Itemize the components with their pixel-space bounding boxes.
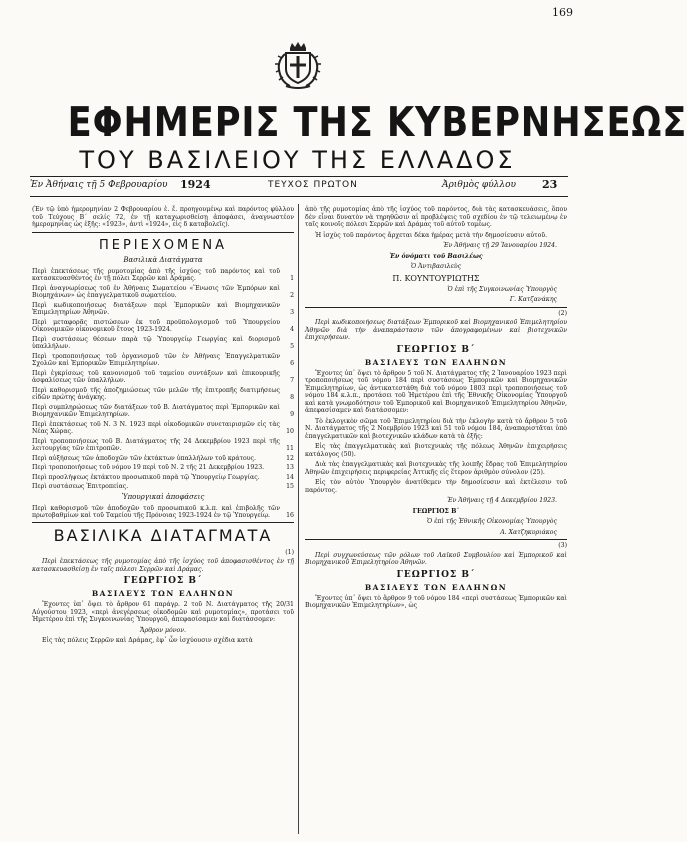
contents-item-page: 4	[290, 326, 294, 333]
contents-item-text: Περὶ τροποποιήσεως τοῦ ὀργανισμοῦ τῶν ἐν Ἀθήναις Ἐπαγγελματικῶν Σχολῶν καὶ Ἐμπορικῶν Ἐπιμελητηρίων.	[32, 352, 280, 367]
issue-part: ΤΕΥΧΟΣ ΠΡΩΤΟΝ	[268, 180, 358, 190]
contents-item-page: 14	[286, 473, 294, 481]
in-name-of-king: Ἐν ὀνόματι τοῦ Βασιλέως	[389, 252, 483, 260]
sheet-label: Ἀριθμὸς φύλλου	[442, 180, 516, 190]
contents-item-page: 5	[290, 343, 294, 350]
decree-title: Περὶ συγχωνεύσεως τῶν ρόλων τοῦ Λαϊκοῦ Συμβουλίου καὶ Ἐμπορικοῦ καὶ Βιομηχανικοῦ Ἐπιμελητηρίου Ἀθηνῶν.	[305, 551, 567, 566]
contents-item-page: 9	[290, 411, 294, 418]
contents-item-text: Περὶ καθορισμοῦ τῆς ἀποζημιώσεως τῶν μελῶν τῆς ἐπιτροπῆς διατιμήσεως εἰδῶν πρώτης ἀνάγκης.	[32, 386, 280, 401]
contents-item-text: Περὶ καθορισμοῦ τῶν ἀποδοχῶν τοῦ προσωπικοῦ κ.λ.π. καὶ ἐπιβολῆς τῶν πρωτοβαθμίων καὶ τοῦ Ταμείου τῆς Πρόνοιας 1923-1924 ἐν τῷ Ὑπουργείῳ.	[32, 504, 280, 519]
sheet-number: 23	[542, 178, 558, 191]
decree-body: Ἔχοντες ὑπ᾽ ὄψει τὸ ἄρθρον 61 παράγρ. 2 τοῦ Ν. Διατάγματος τῆς 20/31 Αὐγούστου 1923, «περὶ ἀνεγέρσεως οἰκοδομῶν καὶ ρυμοτομίας», προτάσει τοῦ Ἡμετέρου ἐπὶ τῆς Συγκοινωνίας Ὑπουργοῦ, ἀπεφασίσαμεν καὶ διατάσσομεν:	[32, 601, 294, 623]
issue-date: Ἐν Ἀθήναις τῇ 5 Φεβρουαρίου	[30, 180, 168, 190]
divider	[305, 539, 567, 540]
contents-item-text: Περὶ τροποποιήσεως τοῦ Β. Διατάγματος τῆς 24 Δεκεμβρίου 1923 περὶ τῆς λειτουργίας τῶν ἐπιτροπῶν.	[32, 437, 280, 452]
gazette-title: ΕΦΗΜΕΡΙΣ ΤΗΣ ΚΥΒΕΡΝΗΣΕΩΣ	[67, 98, 687, 146]
decree-title: Περὶ ἐπεκτάσεως τῆς ρυμοτομίας ἀπὸ τῆς ἰσχύος τοῦ ἀποφασισθέντος ἐν τῇ κατασκευασθείσῃ ἐν ταῖς πόλεσι Σερρῶν καὶ Δράμας.	[32, 558, 294, 573]
contents-item-text: Περὶ συμπληρώσεως τῶν διατάξεων τοῦ Β. Διατάγματος περὶ Ἐμπορικῶν καὶ Βιομηχανικῶν Ἐπιμελητηρίων.	[32, 403, 280, 418]
contents-item	[32, 268, 294, 283]
decree-number: (1)	[285, 548, 294, 556]
decree-body: Διὰ τὰς ἐπαγγελματικὰς καὶ βιοτεχνικὰς τῆς λοιπῆς ἕδρας τοῦ Ἐπιμελητηρίου Ἀθηνῶν ἐπιχειρήσεις περιφερείας Ἀττικῆς εἰς ἕτερον ἀριθμὸν σύνολον (25).	[305, 461, 567, 476]
contents-item-text: Περὶ ἐπεκτάσεως τοῦ Ν. 3 Ν. 1923 περὶ οἰκοδομικῶν συνεταιρισμῶν εἰς τὰς Νέας Χώρας.	[32, 420, 280, 435]
minister-signature: Γ. Κατζανάκης	[509, 296, 557, 303]
decree-body: Τὸ ἐκλογικὸν σῶμα τοῦ Ἐπιμελητηρίου διὰ τὴν ἐκλογὴν κατὰ τὸ ἄρθρον 5 τοῦ Ν. Διατάγματος τῆς 2 Νοεμβρίου 1923 καὶ 51 τοῦ νόμου 184, ἀναπαριστᾶται ὑπὸ ἐπαγγελματικῶν καὶ βιοτεχνικῶν κλάδων κατὰ τὰ ἑξῆς:	[305, 417, 567, 440]
issue-rule-top	[30, 176, 568, 177]
decree-number: (3)	[558, 542, 567, 549]
contents-item	[32, 464, 294, 472]
contents-item	[32, 353, 294, 368]
contents-item-text: Περὶ συστάσεως Ἐπιτροπείας.	[32, 483, 129, 490]
intro-note: (Ἐν τῷ ὑπὸ ἡμερομηνίαν 2 Φεβρουαρίου ἐ. ἔ. προηγουμένῳ καὶ παρόντος φύλλου τοῦ Τεύχους Β΄ σελίς 72, ἐν τῇ καταχωρισθείσῃ ἀποφάσει, ἀναγνωστέον ἡμερομηνίας ὡς ἑξῆς: «1923», ἀντὶ «1924», εἰς δ καταβολεῖς).	[32, 206, 294, 228]
contents-item	[32, 404, 294, 419]
decree-continuation: ἀπὸ τῆς ρυμοτομίας ἀπὸ τῆς ἰσχύος τοῦ παρόντος, διὰ τὰς κατασκευάσεις, ὅπου δὲν εἶναι δυνατὸν νὰ τηρηθῶσιν αἱ προβλέψεις τοῦ σχεδίου ἐν τῷ τελειωμένῳ ἐν ταῖς κοινοῖς πόλεσι Σερρῶν καὶ Δράμας τοῦ αὐτοῦ τομέως.	[305, 206, 567, 228]
contents-item-text: Περὶ ἐπεκτάσεως τῆς ρυμοτομίας ἀπὸ τῆς ἰσχύος τοῦ παρόντος καὶ τοῦ κατασκευασθέντος ἐν τῇ πόλει Σερρῶν καὶ Δράμας.	[32, 267, 280, 282]
minister-title: Ὁ ἐπὶ τῆς Ἐθνικῆς Οἰκονομίας Ὑπουργὸς	[426, 518, 557, 525]
divider	[32, 232, 294, 233]
contents-item-page: 1	[290, 275, 294, 282]
contents-item	[32, 336, 294, 351]
contents-item	[32, 387, 294, 402]
decree-body: Ἔχοντες ὑπ᾽ ὄψει τὸ ἄρθρον 5 τοῦ Ν. Διατάγματος τῆς 2 Ἰανουαρίου 1923 περὶ τροποποιήσεως τοῦ νόμου 184 περὶ συστάσεως Ἐμπορικῶν καὶ Βιομηχανικῶν Ἐπιμελητηρίων, ὡς ἀντικατεστάθη διὰ τοῦ νόμου 1803 περὶ τροποποιήσεως τοῦ νόμου 184 κ.λ.π., προτάσει τοῦ Ἡμετέρου ἐπὶ τῆς Ἐθνικῆς Οἰκονομίας Ὑπουργοῦ καὶ κατὰ γνωμοδότησιν τοῦ Ἐμπορικοῦ καὶ Βιομηχανικοῦ Ἐπιμελητηρίου Ἀθηνῶν, ἀπεφασίσαμεν καὶ διατάσσομεν:	[305, 369, 567, 414]
contents-item	[32, 302, 294, 317]
page-number: 169	[552, 6, 573, 19]
contents-item-page: 13	[286, 464, 294, 471]
contents-item	[32, 455, 294, 463]
ministerial-list	[32, 505, 294, 520]
issue-year: 1924	[180, 178, 211, 191]
contents-item-page: 12	[286, 454, 294, 462]
dateline: Ἐν Ἀθήναις τῇ 29 Ἰανουαρίου 1924.	[443, 242, 557, 249]
right-column	[305, 206, 567, 613]
contents-item	[32, 483, 294, 491]
contents-item-text: Περὶ τροποποιήσεως τοῦ νόμου 19 περὶ τοῦ Ν. 2 τῆς 21 Δεκεμβρίου 1923.	[32, 464, 265, 471]
contents-item-page: 2	[290, 292, 294, 299]
contents-item-text: Περὶ προσλήψεως ἐκτάκτου προσωπικοῦ παρὰ τῷ Ὑπουργείῳ Γεωργίας.	[32, 473, 260, 481]
contents-item-text: Περὶ κωδικοποιήσεως διατάξεων περὶ Ἐμπορικῶν καὶ Βιομηχανικῶν Ἐπιμελητηρίων Ἀθηνῶν.	[32, 301, 280, 316]
contents-item-page: 7	[290, 377, 294, 384]
contents-item	[32, 285, 294, 300]
column-divider	[298, 204, 299, 834]
contents-item-text: Περὶ αὐξήσεως τῶν ἀποδοχῶν τῶν ἐκτάκτων ὑπαλλήλων τοῦ κράτους.	[32, 454, 256, 462]
decree-title: Περὶ κωδικοποιήσεως διατάξεων Ἐμπορικοῦ καὶ Βιομηχανικοῦ Ἐπιμελητηρίου Ἀθηνῶν διὰ τὴν ἀναπαράστασιν τῶν ἀπογραφομένων καὶ βιοτεχνικῶν ἐπιχειρήσεων.	[305, 319, 567, 341]
king-name: ΓΕΩΡΓΙΟΣ Β΄	[123, 576, 203, 586]
decrees-title: ΒΑΣΙΛΙΚΑ ΔΙΑΤΑΓΜΑΤΑ	[53, 525, 273, 545]
contents-item-page: 6	[290, 360, 294, 367]
contents-item-page: 10	[286, 428, 294, 435]
royal-crest-icon	[272, 42, 324, 90]
contents-item	[32, 474, 294, 482]
decree-body: Ἔχοντες ὑπ᾽ ὄψει τὸ ἄρθρον 9 τοῦ νόμου 184 «περὶ συστάσεως Ἐμπορικῶν καὶ Βιομηχανικῶν Ἐπιμελητηρίων», ὡς	[305, 594, 567, 609]
king-title: ΒΑΣΙΛΕΥΣ ΤΩΝ ΕΛΛΗΝΩΝ	[91, 589, 235, 598]
divider	[32, 522, 294, 523]
king-title: ΒΑΣΙΛΕΥΣ ΤΩΝ ΕΛΛΗΝΩΝ	[364, 357, 508, 367]
contents-item	[32, 421, 294, 436]
contents-item-page: 15	[286, 483, 294, 490]
contents-item-text: Περὶ ἐγκρίσεως τοῦ κανονισμοῦ τοῦ ταμείου συντάξεων καὶ ἐπικουρικῆς ἀσφαλίσεως τῶν ὑπαλλήλων.	[32, 369, 280, 384]
dateline: Ἐν Ἀθήναις τῇ 4 Δεκεμβρίου 1923.	[447, 497, 557, 504]
king-name: ΓΕΩΡΓΙΟΣ Β΄	[396, 344, 476, 355]
contents-item-page: 8	[290, 394, 294, 401]
contents-item-text: Περὶ μεταφορᾶς πιστώσεων ἐκ τοῦ προϋπολογισμοῦ τοῦ Ὑπουργείου Οἰκονομικῶν οἰκονομικοῦ ἔτους 1923-1924.	[32, 318, 280, 333]
issue-line	[30, 180, 568, 194]
issue-rule-bottom	[30, 196, 568, 197]
decree-article-text: Εἰς τὰς πόλεις Σερρῶν καὶ Δράμας, ἐφ᾽ ὧν ἰσχύουσιν σχέδια κατὰ	[42, 637, 253, 644]
decree-body: Εἰς τὰς ἐπαγγελματικὰς καὶ βιοτεχνικὰς τῆς πόλεως Ἀθηνῶν ἐπιχειρήσεις κατάλογος (50).	[305, 443, 567, 458]
contents-item-page: 16	[286, 512, 294, 519]
gazette-subtitle: ΤΟΥ ΒΑΣΙΛΕΙΟΥ ΤΗΣ ΕΛΛΑΔΟΣ	[79, 146, 516, 174]
contents-subtitle-ministerial: Ὑπουργικαὶ ἀποφάσεις	[121, 492, 205, 501]
decree-body: Εἰς τὸν αὐτὸν Ὑπουργὸν ἀνατίθεμεν τὴν δημοσίευσιν καὶ ἐκτέλεσιν τοῦ παρόντος.	[305, 479, 567, 494]
left-column	[32, 206, 294, 648]
king-name: ΓΕΩΡΓΙΟΣ Β΄	[396, 569, 476, 580]
contents-item	[32, 438, 294, 453]
contents-title: ΠΕΡΙΕΧΟΜΕΝΑ	[98, 237, 228, 253]
regent-title: Ὁ Ἀντιβασιλεὺς	[410, 263, 462, 270]
contents-item	[32, 505, 294, 520]
decree-validity: Ἡ ἰσχὺς τοῦ παρόντος ἄρχεται δέκα ἡμέρας μετὰ τὴν δημοσίευσιν αὐτοῦ.	[315, 231, 548, 239]
contents-item-page: 3	[290, 309, 294, 316]
king-title: ΒΑΣΙΛΕΥΣ ΤΩΝ ΕΛΛΗΝΩΝ	[364, 582, 508, 592]
contents-item-text: Περὶ συστάσεως θέσεων παρὰ τῷ Ὑπουργείῳ Γεωργίας καὶ διορισμοῦ ὑπαλλήλων.	[32, 335, 280, 350]
divider	[305, 307, 567, 308]
contents-item	[32, 370, 294, 385]
king-signature: ΓΕΩΡΓΙΟΣ Β΄	[412, 507, 460, 515]
regent-signature: Π. ΚΟΥΝΤΟΥΡΙΩΤΗΣ	[392, 273, 480, 283]
contents-item-page: 11	[286, 445, 294, 452]
contents-list	[32, 268, 294, 491]
decree-number: (2)	[558, 309, 567, 317]
minister-title: Ὁ ἐπὶ τῆς Συγκοινωνίας Ὑπουργὸς	[447, 285, 557, 293]
contents-item-text: Περὶ ἀναγνωρίσεως τοῦ ἐν Ἀθήναις Σωματείου «Ἕνωσις τῶν Ἐμπόρων καὶ Βιομηχάνων» ὡς ἐπαγγελματικοῦ σωματείου.	[32, 284, 280, 299]
minister-signature: Α. Χατζηκυριάκος	[500, 528, 557, 536]
contents-item	[32, 319, 294, 334]
article-heading: Ἄρθρον μόνον.	[140, 626, 186, 634]
contents-subtitle: Βασιλικὰ Διατάγματα	[123, 255, 203, 264]
